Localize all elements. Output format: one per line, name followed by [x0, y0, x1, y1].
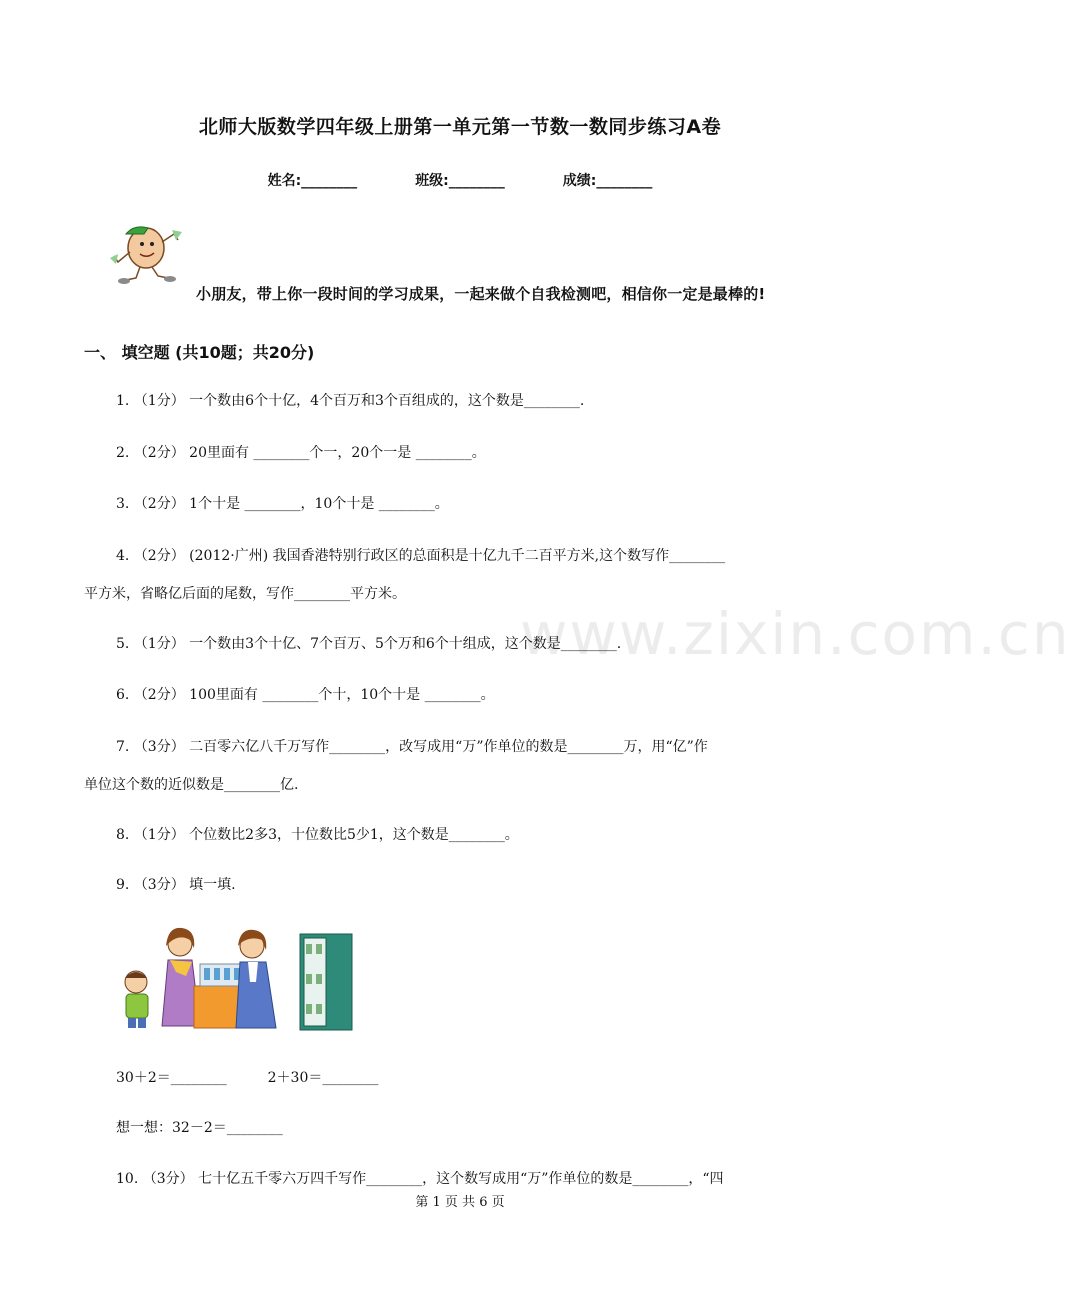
shop-scene-illustration [116, 922, 354, 1032]
mascot-illustration [104, 222, 186, 286]
document-title: 北师大版数学四年级上册第一单元第一节数一数同步练习A卷 [198, 116, 722, 138]
question-text-continued: 平方米，省略亿后面的尾数，写作________平方米。 [84, 586, 406, 602]
question-text: 5. （1分） 一个数由3个十亿、7个百万、5个万和6个十组成，这个数是________. [116, 636, 622, 652]
class-field: 班级:________ [415, 173, 505, 189]
question-text: 7. （3分） 二百零六亿八千万写作________，改写成用“万”作单位的数是________万，用“亿”作 [116, 739, 708, 755]
question-3 [84, 485, 836, 523]
question-text: 6. （2分） 100里面有 ________个十，10个十是 ________。 [116, 687, 495, 703]
section-title: 一、 填空题 (共10题；共20分) [84, 343, 315, 362]
question-6 [84, 676, 836, 714]
question-text: 2. （2分） 20里面有 ________个一，20个一是 ________。 [116, 445, 486, 461]
score-field: 成绩:________ [562, 173, 653, 189]
name-field: 姓名:________ [267, 173, 358, 189]
q9-think-row: 想一想：32－2＝________ [116, 1120, 283, 1136]
question-4 [84, 537, 836, 613]
question-text: 9. （3分） 填一填. [116, 877, 236, 893]
question-text-continued: 单位这个数的近似数是________亿. [84, 777, 299, 793]
question-text: 8. （1分） 个位数比2多3，十位数比5少1，这个数是________。 [116, 827, 519, 843]
question-7 [84, 728, 836, 804]
q9-equation-1: 30＋2＝________ [116, 1070, 227, 1086]
encouragement-text: 小朋友，带上你一段时间的学习成果，一起来做个自我检测吧，相信你一定是最棒的! [196, 285, 766, 303]
question-5 [84, 625, 836, 663]
question-2 [84, 434, 836, 472]
q9-equations-row [116, 1067, 378, 1087]
watermark: www.zixin.com.cn [520, 600, 1071, 668]
q9-equation-2: 2＋30＝________ [267, 1070, 379, 1086]
question-text: 1. （1分） 一个数由6个十亿，4个百万和3个百组成的，这个数是________. [116, 393, 585, 409]
student-info-row [0, 170, 920, 190]
question-text: 4. （2分） (2012·广州) 我国香港特别行政区的总面积是十亿九千二百平方米,这个数写作________ [116, 548, 726, 564]
page-footer: 第 1 页 共 6 页 [415, 1195, 505, 1210]
question-8 [84, 816, 836, 854]
question-text: 3. （2分） 1个十是 ________，10个十是 ________。 [116, 496, 449, 512]
question-9 [84, 866, 836, 904]
question-1 [84, 382, 836, 420]
question-text: 10. （3分） 七十亿五千零六万四千写作________，这个数写成用“万”作单位的数是________，“四 [116, 1171, 724, 1187]
